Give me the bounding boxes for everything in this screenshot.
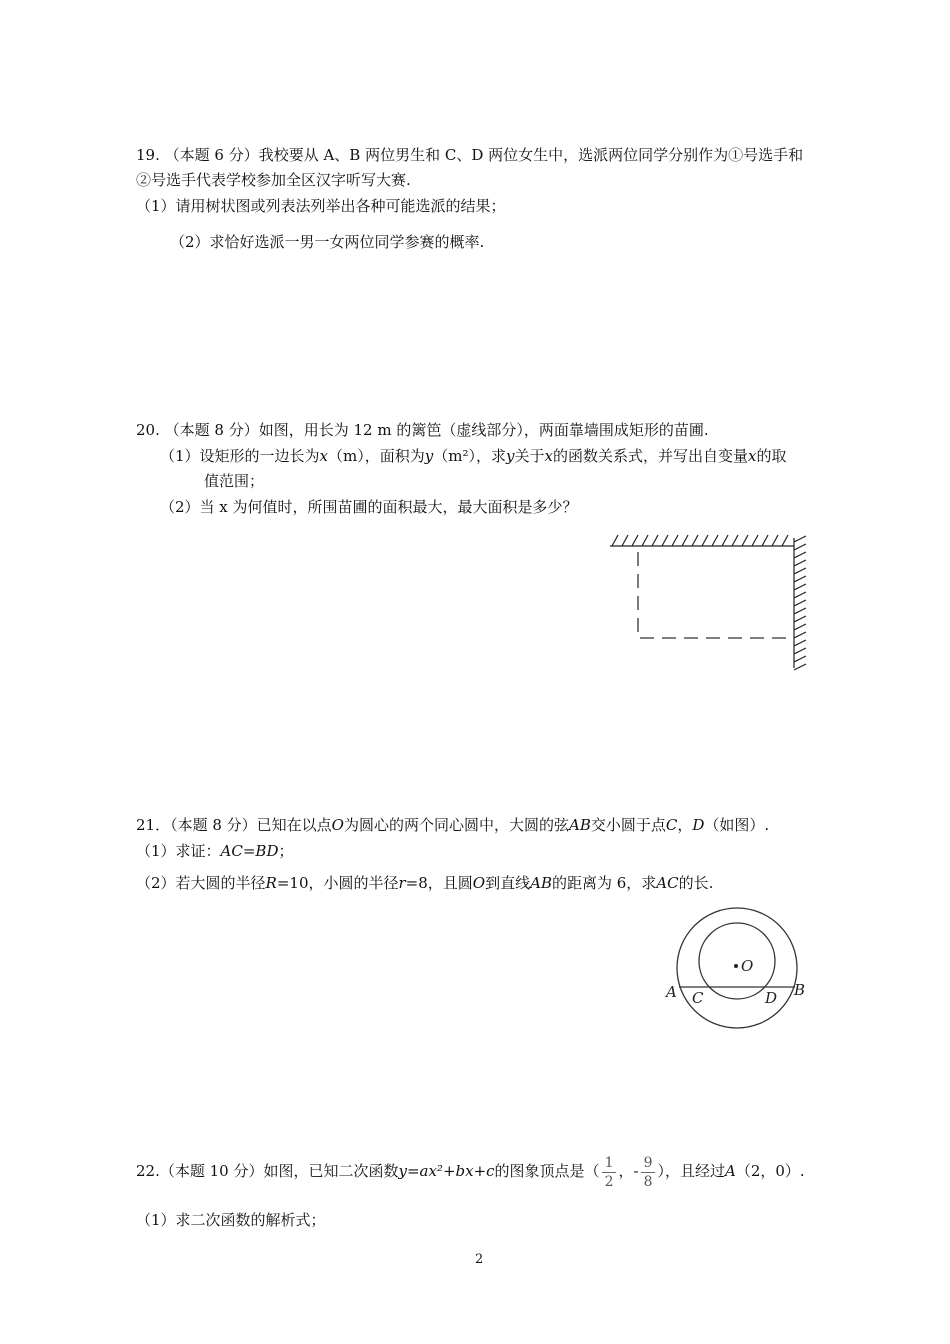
q20-part2: （2）当 x 为何值时，所围苗圃的面积最大，最大面积是多少？ <box>160 498 578 516</box>
q21-part1: （1）求证：AC=BD； <box>136 842 294 860</box>
label-o: O <box>741 957 754 975</box>
label-a: A <box>666 983 677 1001</box>
dashed-fence <box>638 552 792 638</box>
fence-figure <box>600 530 820 675</box>
page-number: 2 <box>475 1252 484 1267</box>
label-d: D <box>765 989 778 1007</box>
fraction-nine-eighths: $\frac{9}{8}$ <box>641 1154 656 1191</box>
fraction-one-half: $\frac{1}{2}$ <box>602 1154 617 1191</box>
concentric-circles-figure <box>660 900 820 1040</box>
q21-part2: （2）若大圆的半径R=10，小圆的半径r=8，且圆O到直线AB的距离为 6，求AC的长. <box>136 874 714 892</box>
label-b: B <box>794 981 806 999</box>
q19-part1: （1）请用树状图或列表法列举出各种可能选派的结果； <box>136 197 506 215</box>
q19-part2: （2）求恰好选派一男一女两位同学参赛的概率. <box>170 233 485 251</box>
q22-part1: （1）求二次函数的解析式； <box>136 1211 326 1229</box>
q19-line2: ②号选手代表学校参加全区汉字听写大赛. <box>136 171 411 189</box>
top-wall-hatching <box>610 535 794 546</box>
q22-line1: 22.（本题 10 分）如图，已知二次函数y=ax²+bx+c的图象顶点是（ $\frac{1}{2}$ ，- $\frac{9}{8}$ ），且经过A（2，0）. <box>136 1154 805 1190</box>
q20-line1: 20. （本题 8 分）如图，用长为 12 m 的篱笆（虚线部分），两面靠墙围成矩形的苗圃. <box>136 421 709 439</box>
q20-part1: （1）设矩形的一边长为x（m），面积为y（m²），求y关于x的函数关系式，并写出自变量x的取 <box>160 447 787 465</box>
q19-line1: 19. （本题 6 分）我校要从 A、B 两位男生和 C、D 两位女生中，选派两位同学分别作为①号选手和 <box>136 146 804 164</box>
large-circle <box>677 908 797 1028</box>
center-point <box>734 964 738 968</box>
label-c: C <box>692 989 704 1007</box>
q21-line1: 21．（本题 8 分）已知在以点O为圆心的两个同心圆中，大圆的弦AB交小圆于点C，D（如图）. <box>136 816 770 834</box>
right-wall-hatching <box>794 536 806 670</box>
q20-part1-line2: 值范围； <box>204 472 265 490</box>
